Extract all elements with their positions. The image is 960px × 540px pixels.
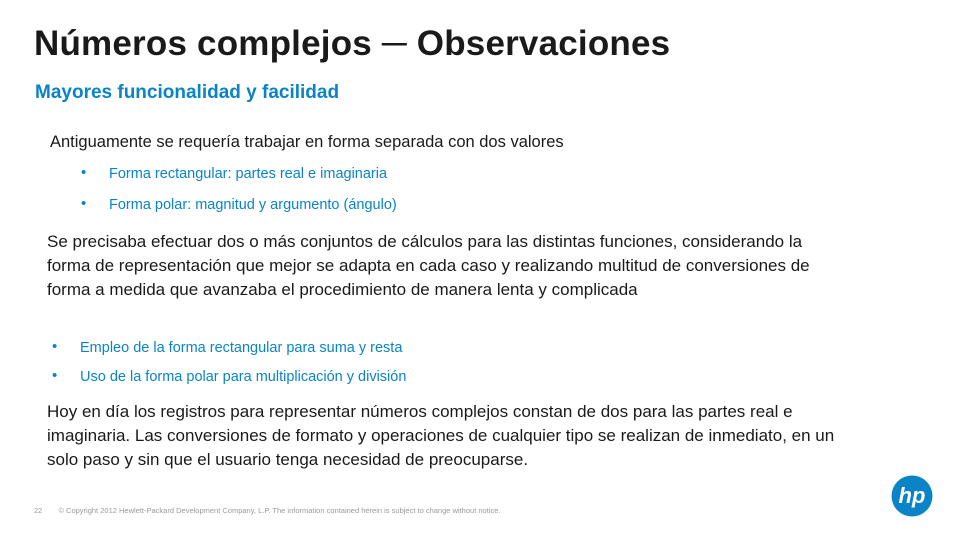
paragraph-2: Hoy en día los registros para representar números complejos constan de dos para las partes real e imaginaria. Las conversiones de formato y operaciones de cualquier tipo se realizan de inmediato, en un solo paso y sin que el usuario tenga necesidad de preocuparse.: [47, 402, 835, 469]
intro-text: Antiguamente se requería trabajar en forma separada con dos valores: [50, 133, 564, 151]
bullet-dot-icon: •: [81, 164, 87, 181]
hp-logo-icon: [891, 475, 933, 517]
bullet-dot-icon: •: [52, 367, 58, 384]
bullet-text: Uso de la forma polar para multiplicación y división: [80, 369, 407, 385]
paragraph-1: Se precisaba efectuar dos o más conjuntos de cálculos para las distintas funciones, considerando la forma de representación que mejor se adapta en cada caso y realizando multitud de conversiones de forma a medida que avanzaba el procedimiento de manera lenta y complicada: [47, 232, 810, 299]
bullet-text: Forma polar: magnitud y argumento (ángulo): [109, 197, 397, 213]
bullet-dot-icon: •: [52, 338, 58, 355]
copyright-text: © Copyright 2012 Hewlett-Packard Development Company, L.P. The information contained herein is subject to change without notice.: [58, 506, 501, 515]
page-number: 22: [34, 506, 43, 515]
bullet-text: Forma rectangular: partes real e imaginaria: [109, 166, 388, 182]
slide-title: Números complejos ─ Observaciones: [34, 24, 671, 63]
bullet-item: [81, 195, 397, 213]
bullet-item: [52, 367, 407, 385]
bullet-item: [81, 164, 388, 182]
bullet-dot-icon: •: [81, 195, 87, 212]
hp-logo-text: hp: [898, 483, 926, 508]
bullet-text: Empleo de la forma rectangular para suma y resta: [80, 340, 403, 356]
bullet-item: [52, 338, 403, 356]
slide-subtitle: Mayores funcionalidad y facilidad: [35, 82, 340, 103]
footer: [34, 506, 500, 515]
